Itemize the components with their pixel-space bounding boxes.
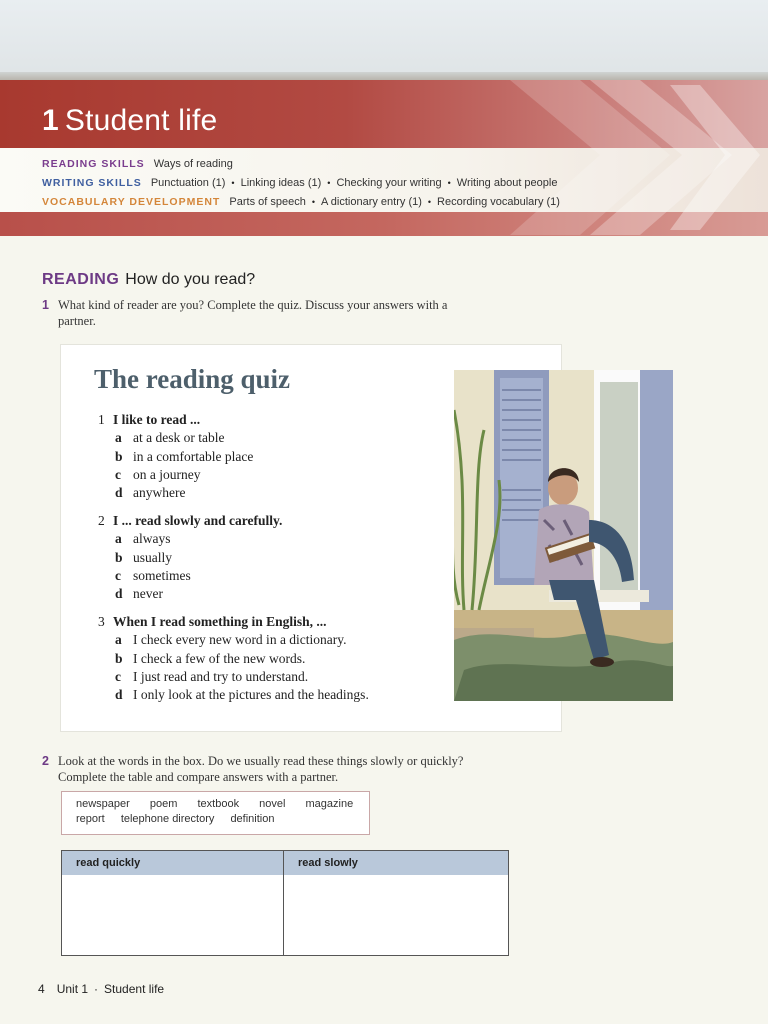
quiz-question-2 — [98, 512, 282, 603]
option-c[interactable] — [98, 668, 369, 686]
option-letter: c — [115, 567, 121, 583]
exercise-number: 2 — [42, 754, 49, 768]
word-item: telephone directory — [120, 813, 215, 825]
word-row — [76, 798, 370, 810]
option-text: on a journey — [133, 466, 201, 482]
skills-list — [42, 155, 560, 212]
word-item: poem — [149, 798, 178, 810]
exercise-1-instruction — [42, 297, 482, 329]
option-b[interactable] — [98, 650, 369, 668]
exercise-text: Look at the words in the box. Do we usually read these things slowly or quickly? Complete the table and compare answers with a partner. — [58, 754, 464, 784]
option-text: sometimes — [133, 567, 191, 583]
page-number: 4 — [38, 982, 45, 996]
unit-title — [42, 104, 217, 138]
word-row — [76, 813, 291, 825]
exercise-2-instruction — [42, 753, 482, 785]
skill-item: Writing about people — [456, 177, 558, 189]
skill-item: Punctuation (1) — [150, 177, 226, 189]
skill-item: Ways of reading — [153, 158, 233, 170]
skill-row-writing — [42, 174, 560, 193]
skill-label: VOCABULARY DEVELOPMENT — [42, 196, 221, 208]
skill-item: Linking ideas (1) — [240, 177, 322, 189]
skill-label: WRITING SKILLS — [42, 177, 142, 189]
option-letter: b — [115, 650, 123, 666]
option-a[interactable] — [98, 631, 369, 649]
bullet-separator: • — [327, 178, 331, 188]
word-item: report — [76, 813, 105, 825]
bullet-separator: • — [427, 197, 432, 207]
question-number: 1 — [98, 412, 105, 427]
option-d[interactable] — [98, 484, 253, 502]
option-d[interactable] — [98, 585, 282, 603]
option-a[interactable] — [98, 530, 282, 548]
table-header-read-slowly: read slowly — [298, 857, 358, 869]
page-fold-shadow — [0, 72, 768, 80]
option-letter: d — [115, 586, 123, 602]
quiz-title: The reading quiz — [94, 364, 291, 394]
option-text: never — [133, 586, 163, 602]
word-item: definition — [230, 813, 275, 825]
answer-table — [61, 850, 509, 956]
option-text: I just read and try to understand. — [133, 668, 309, 684]
page-footer — [38, 982, 164, 996]
option-text: usually — [133, 549, 172, 565]
option-a[interactable] — [98, 429, 253, 447]
word-item: textbook — [197, 798, 240, 810]
footer-unit: Unit 1 — [56, 982, 89, 996]
question-text: When I read something in English, ... — [113, 614, 327, 629]
question-number: 2 — [98, 513, 105, 528]
option-letter: b — [115, 448, 123, 464]
exercise-text: What kind of reader are you? Complete the quiz. Discuss your answers with a partner. — [58, 298, 448, 328]
option-letter: c — [115, 466, 121, 482]
quiz-question-1 — [98, 411, 253, 502]
option-letter: a — [115, 632, 122, 648]
quiz-question-3 — [98, 613, 369, 704]
table-header-read-quickly: read quickly — [76, 857, 141, 869]
section-keyword: READING — [42, 271, 120, 288]
bullet-separator: • — [231, 178, 235, 188]
option-d[interactable] — [98, 686, 369, 704]
word-item: newspaper — [76, 798, 130, 810]
skill-label: READING SKILLS — [42, 158, 145, 170]
skill-item: Recording vocabulary (1) — [437, 196, 560, 208]
question-number: 3 — [98, 614, 105, 629]
section-title: How do you read? — [125, 271, 256, 288]
skill-row-reading — [42, 155, 560, 174]
skill-row-vocabulary — [42, 193, 560, 212]
option-text: I only look at the pictures and the headings. — [133, 687, 369, 703]
word-item: novel — [259, 798, 286, 810]
table-column-divider — [283, 851, 284, 955]
option-text: I check a few of the new words. — [133, 650, 306, 666]
unit-number: 1 — [42, 104, 59, 137]
option-letter: d — [115, 687, 123, 703]
option-letter: a — [115, 430, 122, 446]
option-letter: c — [115, 668, 121, 684]
unit-title-text: Student life — [64, 104, 218, 137]
option-text: in a comfortable place — [133, 448, 254, 464]
page-top-strip — [0, 0, 768, 78]
question-text: I like to read ... — [113, 412, 201, 427]
option-text: I check every new word in a dictionary. — [133, 632, 347, 648]
skill-item: A dictionary entry (1) — [321, 196, 422, 208]
word-item: magazine — [305, 798, 354, 810]
bullet-separator: • — [447, 178, 451, 188]
section-heading — [42, 271, 255, 289]
option-b[interactable] — [98, 549, 282, 567]
option-text: always — [133, 531, 171, 547]
option-text: at a desk or table — [133, 430, 225, 446]
option-letter: b — [115, 549, 123, 565]
question-text: I ... read slowly and carefully. — [113, 513, 283, 528]
skill-item: Parts of speech — [229, 196, 306, 208]
option-c[interactable] — [98, 567, 282, 585]
exercise-number: 1 — [42, 298, 49, 312]
skill-item: Checking your writing — [336, 177, 442, 189]
option-text: anywhere — [133, 485, 186, 501]
word-box — [61, 791, 370, 835]
option-letter: a — [115, 531, 122, 547]
option-b[interactable] — [98, 448, 253, 466]
bullet-separator: • — [311, 197, 316, 207]
footer-title: Student life — [104, 982, 165, 996]
option-c[interactable] — [98, 466, 253, 484]
student-reading-photo — [454, 370, 673, 701]
footer-separator: · — [94, 982, 99, 996]
option-letter: d — [115, 485, 123, 501]
